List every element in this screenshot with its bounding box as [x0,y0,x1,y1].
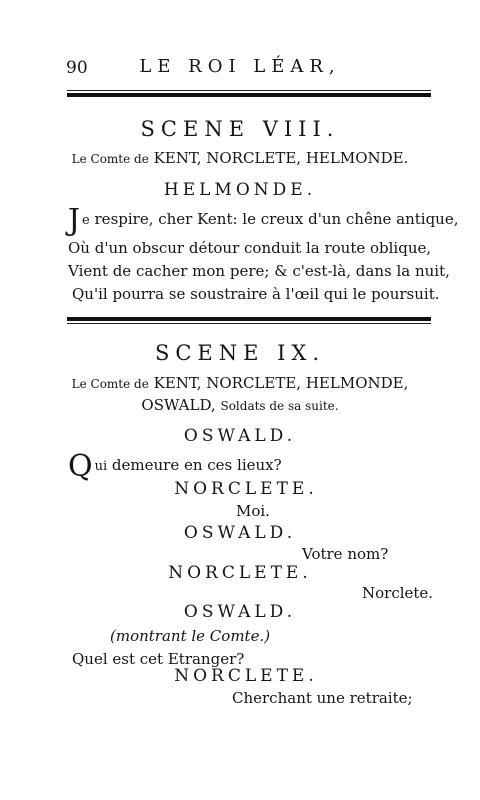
cast-oswald: OSWALD, [141,396,216,414]
scene-9-title: SCENE IX. [154,341,326,365]
stage-direction: (montrant le Comte.) [110,627,271,645]
scene-8-title: SCENE VIII. [140,117,340,141]
speaker-norclete: NORCLETE. [174,479,318,499]
speaker-oswald: OSWALD. [183,523,297,543]
cast-soldiers: Soldats de sa suite. [220,399,339,413]
speaker-norclete: NORCLETE. [168,563,312,583]
dialogue-line-1 [68,449,282,484]
dialogue-line-1-rest: demeure en ces lieux? [111,456,282,474]
dialogue-line-5: Quel est cet Etranger? [72,650,245,668]
speaker-oswald: OSWALD. [183,426,297,446]
initial-smallcap: e [82,213,90,228]
cast-names: KENT, NORCLETE, HELMONDE. [153,149,409,167]
header-rule-thick [67,93,431,97]
scene-8-cast [0,149,480,167]
speaker-helmonde: HELMONDE. [163,180,317,200]
cast-title-prefix: Le Comte de [71,152,149,166]
dialogue-line-2: Moi. [236,502,270,520]
running-title: LE ROI LÉAR, [139,56,341,77]
dialogue-line-4: Norclete. [362,584,434,602]
scene-divider-thick [67,317,431,321]
speaker-norclete: NORCLETE. [174,666,318,686]
verse-line-1 [68,203,459,238]
scene-9-cast-line-2 [0,396,480,414]
verse-line-2: Où d'un obscur détour conduit la route oblique, [68,239,432,257]
scene-divider-thin [67,323,431,324]
scene-9-cast-line-1 [0,374,480,392]
verse-line-1-rest: respire, cher Kent: le creux d'un chêne antique, [94,210,459,228]
cast-names: KENT, NORCLETE, HELMONDE, [153,374,409,392]
header-rule-thin [67,90,431,91]
initial-letter: J [68,203,81,238]
dialogue-line-3: Votre nom? [302,545,389,563]
verse-line-4: Qu'il pourra se soustraire à l'œil qui le poursuit. [72,285,440,303]
initial-letter: Q [68,449,93,484]
speaker-oswald: OSWALD. [183,602,297,622]
cast-title-prefix: Le Comte de [71,377,149,391]
dialogue-line-6: Cherchant une retraite; [232,689,413,707]
verse-line-3: Vient de cacher mon pere; & c'est-là, dans la nuit, [68,262,450,280]
initial-smallcap: ui [94,459,108,474]
page-number: 90 [66,58,88,78]
